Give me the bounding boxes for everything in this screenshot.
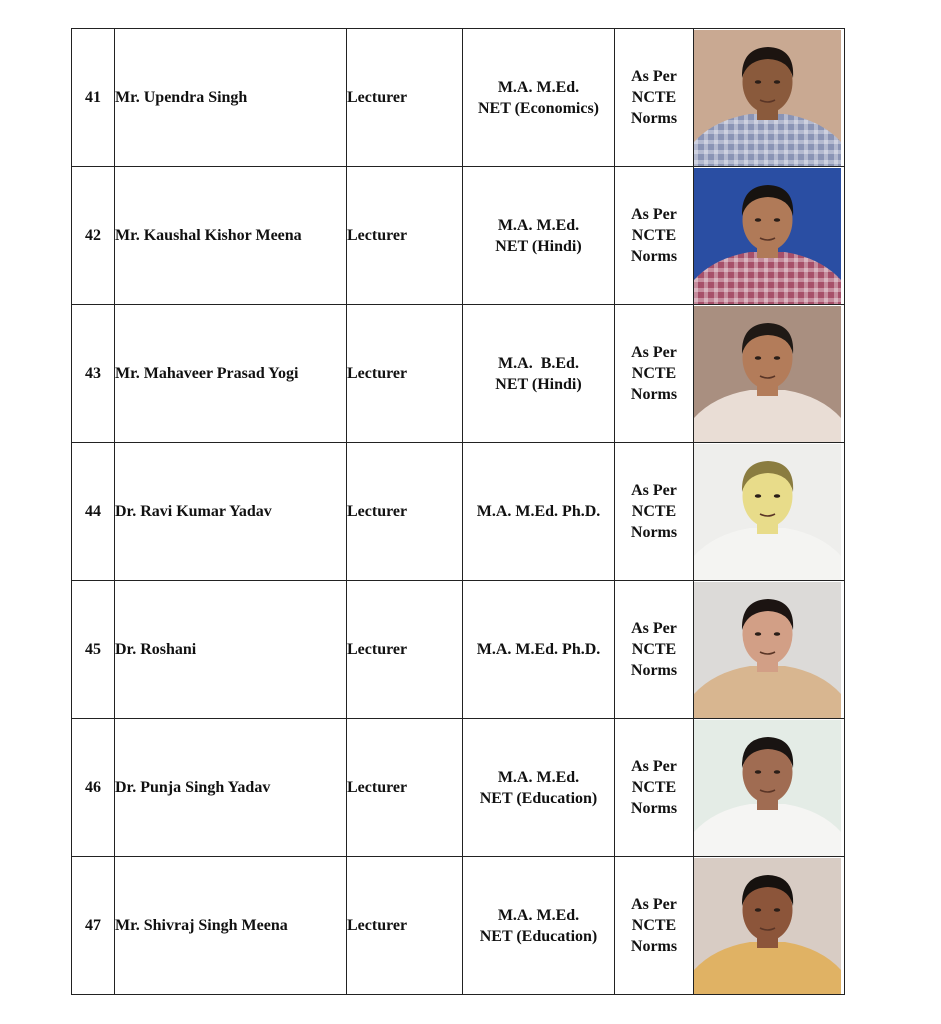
designation-cell — [347, 857, 463, 995]
designation: Lecturer — [347, 640, 408, 658]
qualification-line: NET (Hindi) — [495, 237, 582, 255]
qualification-cell — [463, 167, 615, 305]
qualification-line: M.A. M.Ed. — [497, 768, 580, 786]
qualification-line: M.A. M.Ed. Ph.D. — [476, 503, 601, 520]
staff-table — [71, 28, 845, 995]
experience-line: As Per — [631, 206, 677, 223]
name-cell — [115, 167, 347, 305]
experience-line: Norms — [630, 386, 678, 403]
experience-line: Norms — [630, 800, 678, 817]
serial-number-cell — [72, 581, 115, 719]
experience-cell — [615, 719, 694, 857]
designation-cell — [347, 29, 463, 167]
table-row — [72, 443, 845, 581]
experience-cell — [615, 581, 694, 719]
serial-number: 47 — [85, 916, 101, 934]
staff-photo — [694, 168, 841, 304]
portrait-illustration — [694, 858, 841, 994]
designation-cell — [347, 719, 463, 857]
name-cell — [115, 443, 347, 581]
table-row — [72, 581, 845, 719]
designation-cell — [347, 167, 463, 305]
table-row — [72, 857, 845, 995]
qualification-line: M.A. M.Ed. Ph.D. — [476, 641, 601, 658]
portrait-illustration — [694, 306, 841, 442]
experience-line: NCTE — [631, 779, 677, 796]
experience-cell — [615, 443, 694, 581]
experience-line: Norms — [630, 662, 678, 679]
table-row — [72, 167, 845, 305]
serial-number-cell — [72, 29, 115, 167]
serial-number: 46 — [85, 778, 101, 796]
serial-number-cell — [72, 305, 115, 443]
staff-photo — [694, 30, 841, 166]
experience-line: Norms — [630, 110, 678, 127]
portrait-illustration — [694, 582, 841, 718]
serial-number: 45 — [85, 640, 101, 658]
staff-photo — [694, 720, 841, 856]
staff-name: Mr. Kaushal Kishor Meena — [115, 226, 302, 244]
qualification-line: M.A. M.Ed. — [497, 906, 580, 924]
experience-line: As Per — [631, 620, 677, 637]
experience-line: NCTE — [631, 365, 677, 382]
portrait-illustration — [694, 30, 841, 166]
designation: Lecturer — [347, 916, 408, 934]
designation: Lecturer — [347, 88, 408, 106]
qualification-cell — [463, 29, 615, 167]
staff-name: Mr. Upendra Singh — [115, 88, 248, 106]
experience-cell — [615, 305, 694, 443]
staff-photo — [694, 582, 841, 718]
serial-number-cell — [72, 857, 115, 995]
qualification-line: M.A. M.Ed. — [497, 78, 580, 96]
designation: Lecturer — [347, 778, 408, 796]
experience-line: Norms — [630, 524, 678, 541]
experience-line: As Per — [631, 482, 677, 499]
serial-number: 44 — [85, 502, 101, 520]
experience-line: NCTE — [631, 227, 677, 244]
portrait-illustration — [694, 168, 841, 304]
photo-cell — [694, 857, 845, 995]
photo-cell — [694, 305, 845, 443]
experience-line: Norms — [630, 938, 678, 955]
qualification-line: NET (Hindi) — [495, 375, 582, 393]
experience-cell — [615, 29, 694, 167]
qualification-line: NET (Education) — [479, 927, 598, 945]
experience-line: Norms — [630, 248, 678, 265]
photo-cell — [694, 167, 845, 305]
name-cell — [115, 581, 347, 719]
name-cell — [115, 29, 347, 167]
staff-name: Mr. Mahaveer Prasad Yogi — [115, 364, 299, 382]
name-cell — [115, 719, 347, 857]
designation-cell — [347, 305, 463, 443]
qualification-line: NET (Education) — [479, 789, 598, 807]
serial-number: 41 — [85, 88, 101, 106]
experience-line: NCTE — [631, 917, 677, 934]
experience-line: As Per — [631, 896, 677, 913]
staff-name: Mr. Shivraj Singh Meena — [115, 916, 288, 934]
experience-line: NCTE — [631, 641, 677, 658]
experience-line: As Per — [631, 758, 677, 775]
staff-name: Dr. Punja Singh Yadav — [115, 778, 271, 796]
experience-line: NCTE — [631, 503, 677, 520]
photo-cell — [694, 581, 845, 719]
portrait-illustration — [694, 720, 841, 856]
serial-number-cell — [72, 167, 115, 305]
experience-cell — [615, 167, 694, 305]
photo-cell — [694, 443, 845, 581]
serial-number-cell — [72, 719, 115, 857]
experience-cell — [615, 857, 694, 995]
qualification-cell — [463, 581, 615, 719]
staff-name: Dr. Ravi Kumar Yadav — [115, 502, 272, 520]
experience-line: As Per — [631, 344, 677, 361]
table-row — [72, 29, 845, 167]
serial-number: 42 — [85, 226, 101, 244]
designation: Lecturer — [347, 502, 408, 520]
experience-line: As Per — [631, 68, 677, 85]
experience-line: NCTE — [631, 89, 677, 106]
qualification-line: M.A. B.Ed. — [498, 354, 579, 372]
staff-name: Dr. Roshani — [115, 640, 197, 658]
qualification-line: M.A. M.Ed. — [497, 216, 580, 234]
serial-number: 43 — [85, 364, 101, 382]
designation: Lecturer — [347, 364, 408, 382]
staff-photo — [694, 858, 841, 994]
portrait-illustration — [694, 444, 841, 580]
qualification-cell — [463, 857, 615, 995]
designation-cell — [347, 581, 463, 719]
serial-number-cell — [72, 443, 115, 581]
name-cell — [115, 305, 347, 443]
staff-photo — [694, 444, 841, 580]
table-row — [72, 719, 845, 857]
name-cell — [115, 857, 347, 995]
photo-cell — [694, 719, 845, 857]
designation-cell — [347, 443, 463, 581]
qualification-cell — [463, 443, 615, 581]
photo-cell — [694, 29, 845, 167]
qualification-cell — [463, 719, 615, 857]
staff-rows — [72, 29, 845, 995]
qualification-cell — [463, 305, 615, 443]
qualification-line: NET (Economics) — [477, 99, 600, 117]
staff-photo — [694, 306, 841, 442]
designation: Lecturer — [347, 226, 408, 244]
table-row — [72, 305, 845, 443]
